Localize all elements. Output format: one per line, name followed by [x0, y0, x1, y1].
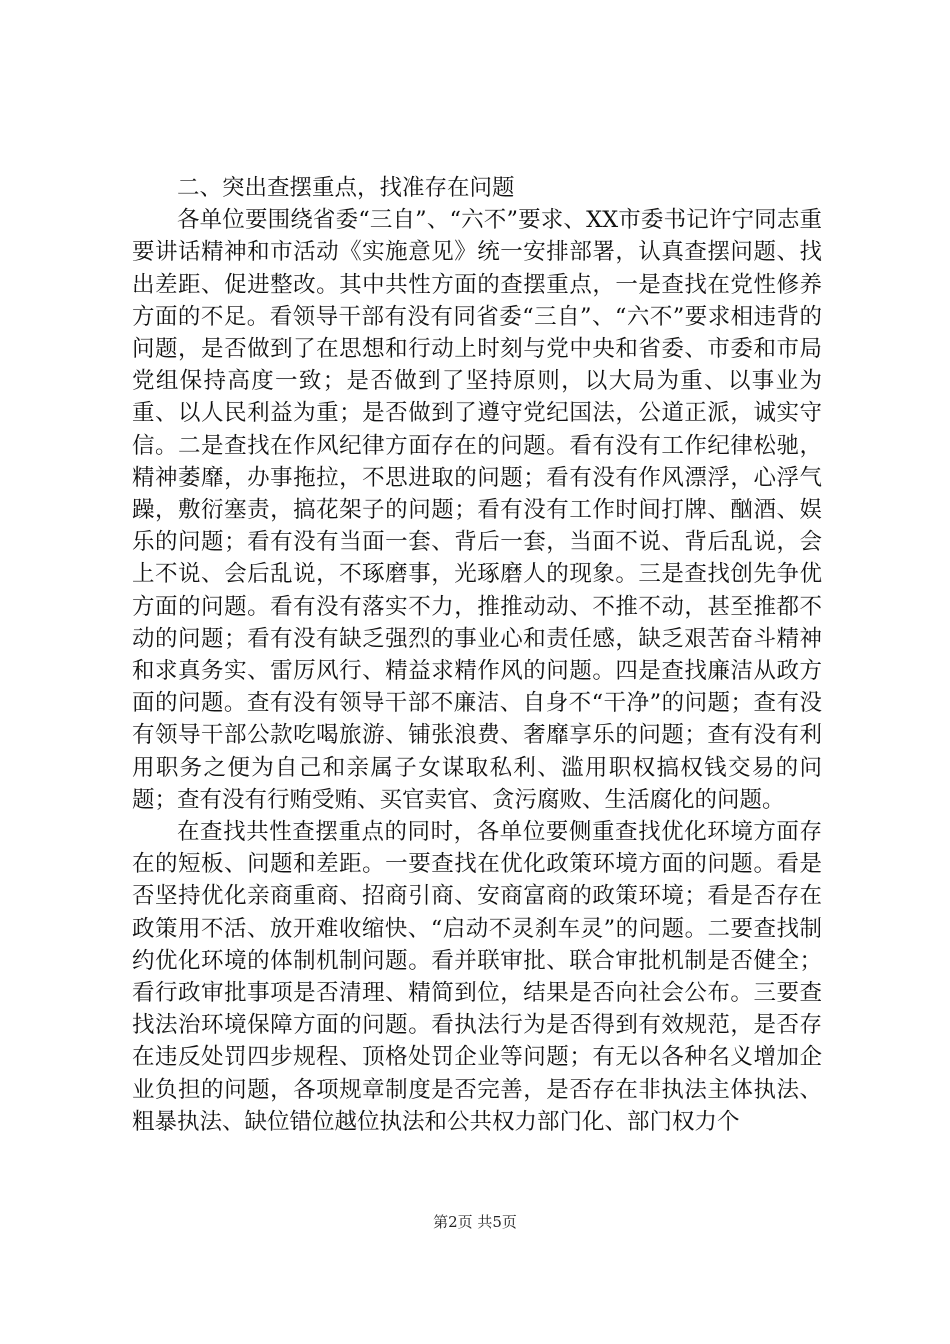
paragraph-environment-issues: 在查找共性查摆重点的同时，各单位要侧重查找优化环境方面存在的短板、问题和差距。一要查找在优化政策环境方面的问题。看是否坚持优化亲商重商、招商引商、安商富商的政策环境；看是否存在政策用不活、放开难收缩快、“启动不灵刹车灵”的问题。二要查找制约优化环境的体制机制问题。看并联审批、联合审批机制是否健全；看行政审批事项是否清理、精简到位，结果是否向社会公布。三要查找法治环境保障方面的问题。看执法行为是否得到有效规范，是否存在违反处罚四步规程、顶格处罚企业等问题；有无以各种名义增加企业负担的问题，各项规章制度是否完善，是否存在非执法主体执法、粗暴执法、缺位错位越位执法和公共权力部门化、部门权力个 [132, 819, 822, 1135]
document-body [132, 172, 822, 1138]
paragraph-common-issues: 各单位要围绕省委“三自”、“六不”要求、XX市委书记许宁同志重要讲话精神和市活动《实施意见》统一安排部署，认真查摆问题、找出差距、促进整改。其中共性方面的查摆重点，一是查找在党性修养方面的不足。看领导干部有没有同省委“三自”、“六不”要求相违背的问题，是否做到了在思想和行动上时刻与党中央和省委、市委和市局党组保持高度一致；是否做到了坚持原则，以大局为重、以事业为重、以人民利益为重；是否做到了遵守党纪国法，公道正派，诚实守信。二是查找在作风纪律方面存在的问题。看有没有工作纪律松驰，精神萎靡，办事拖拉，不思进取的问题；看有没有作风漂浮，心浮气躁，敷衍塞责，搞花架子的问题；看有没有工作时间打牌、酗酒、娱乐的问题；看有没有当面一套、背后一套，当面不说、背后乱说，会上不说、会后乱说，不琢磨事，光琢磨人的现象。三是查找创先争优方面的问题。看有没有落实不力，推推动动、不推不动，甚至推都不动的问题；看有没有缺乏强烈的事业心和责任感，缺乏艰苦奋斗精神和求真务实、雷厉风行、精益求精作风的问题。四是查找廉洁从政方面的问题。查有没有领导干部不廉洁、自身不“干净”的问题；查有没有领导干部公款吃喝旅游、铺张浪费、奢靡享乐的问题；查有没有利用职务之便为自己和亲属子女谋取私利、滥用职权搞权钱交易的问题；查有没有行贿受贿、买官卖官、贪污腐败、生活腐化的问题。 [132, 207, 822, 813]
section-heading: 二、突出查摆重点，找准存在问题 [177, 175, 515, 201]
page-footer: 第2页 共5页 [433, 1213, 517, 1231]
